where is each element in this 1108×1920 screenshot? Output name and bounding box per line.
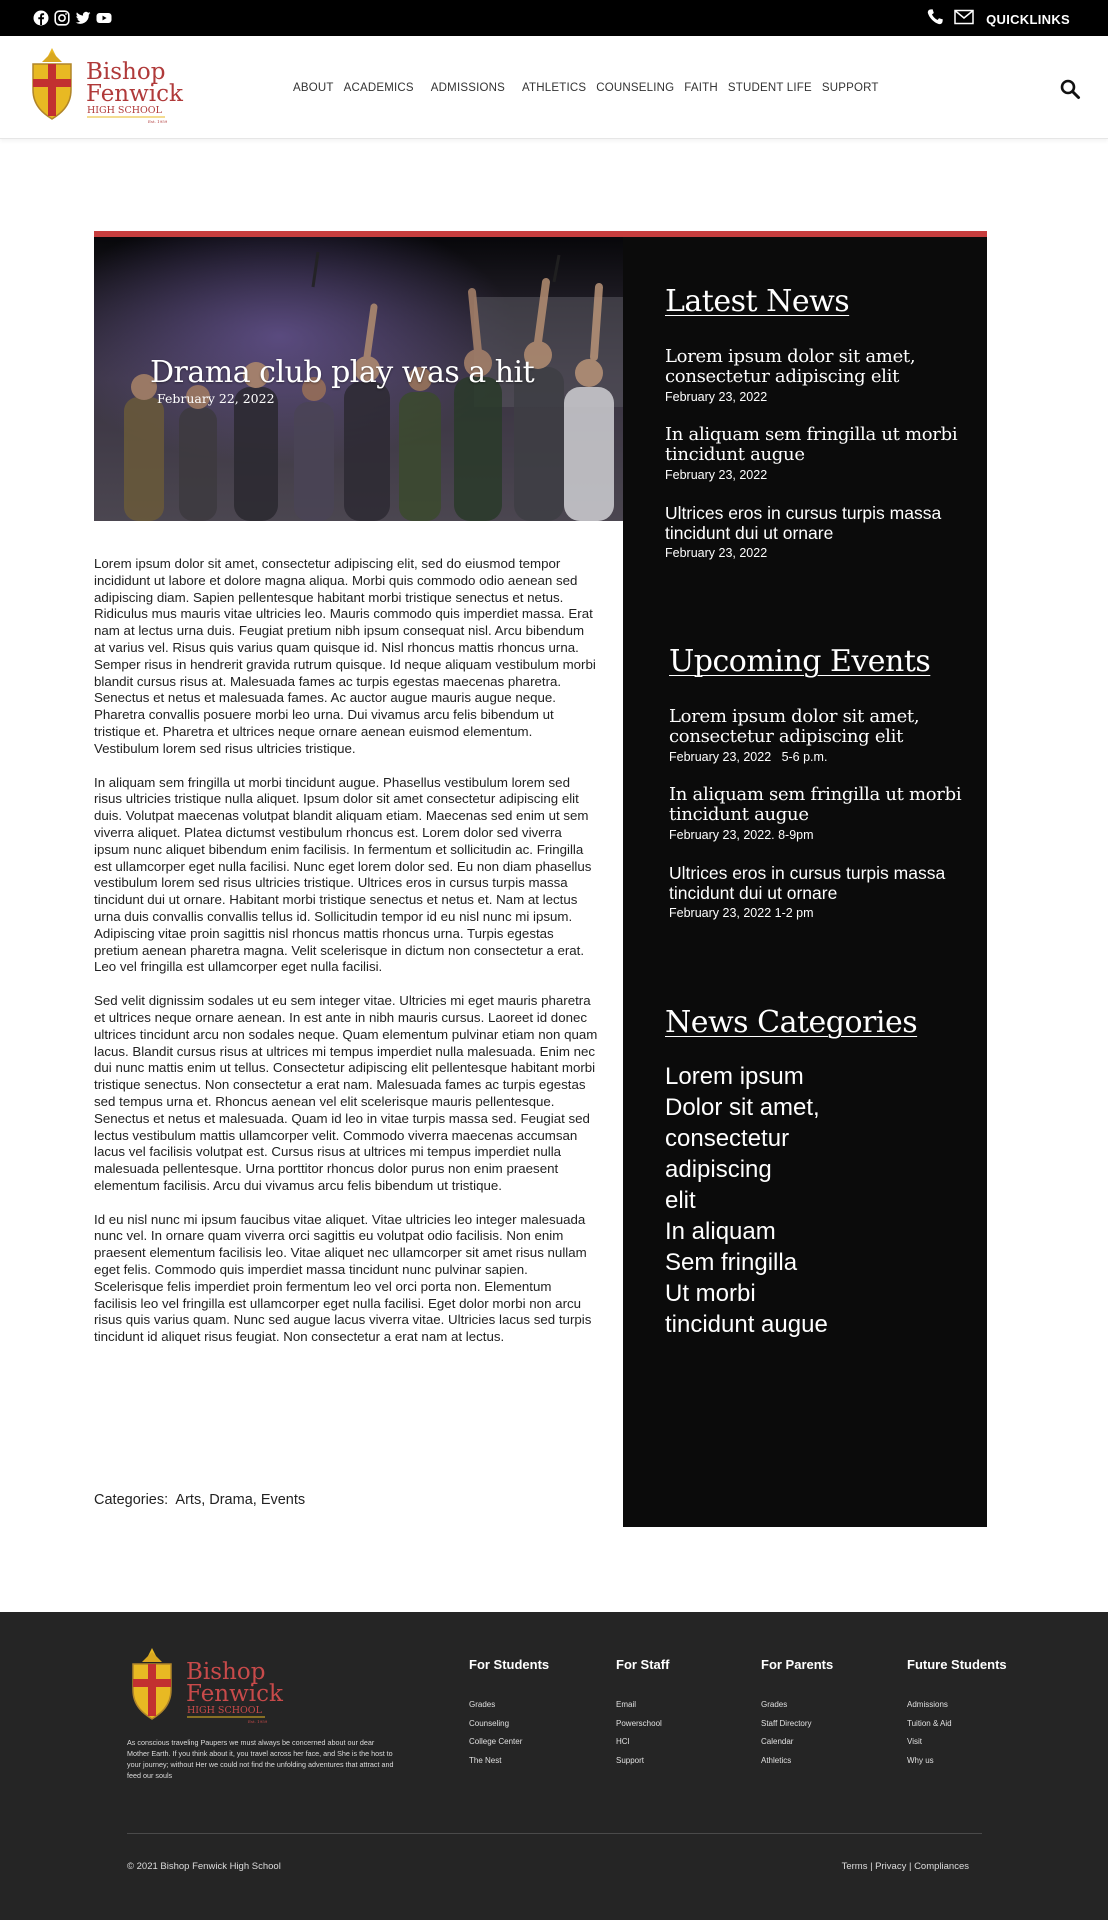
- article-categories: [94, 1492, 305, 1508]
- logo-est: Est. 1959: [148, 119, 168, 124]
- footer-logo[interactable]: [130, 1646, 283, 1726]
- article-paragraph: Sed velit dignissim sodales ut eu sem integer vitae. Ultricies mi eget mauris pharetra et ultrices neque ornare aenean. In est ante in nibh mauris cursus. Laoreet id donec ultrices tincidunt arcu non sodales neque. Quam elementum pulvinar etiam non quam lacus. Blandit cursus risus at ultrices mi tempus imperdiet nulla malesuada. Enim nec dui nunc mattis enim ut tellus. Consectetur adipiscing elit pellentesque habitant morbi tristique senectus. Non consectetur a erat nam. Malesuada fames ac turpis egestas sed tempus urna et. Rhoncus aenean vel elit scelerisque mauris pellentesque. Senectus et netus et malesuada. Quam id leo in vitae turpis massa sed. Feugiat sed lectus vestibulum mattis ullamcorper velit. Commodo viverra maecenas accumsan lacus vel facilisis volutpat est. Cursus risus at ultrices mi tempus imperdiet nulla malesuada pellentesque. Urna porttitor rhoncus dolor purus non enim praesent elementum facilisis. Arcu dui vivamus arcu felis bibendum ut tristique.: [94, 993, 598, 1193]
- phone-icon[interactable]: [926, 8, 944, 31]
- footer-column-heading: For Students: [469, 1657, 550, 1672]
- nav-counseling[interactable]: COUNSELING: [596, 82, 675, 94]
- footer-column-parents: [761, 1657, 833, 1770]
- latest-news-heading[interactable]: Latest News: [665, 284, 850, 319]
- footer-logo-line1: Bishop: [186, 1659, 266, 1685]
- news-item-date: February 23, 2022: [665, 546, 768, 560]
- nav-athletics[interactable]: ATHLETICS: [522, 82, 587, 94]
- sidebar: [623, 237, 987, 1527]
- footer-link[interactable]: College Center: [469, 1737, 523, 1746]
- logo-line1: Bishop: [86, 59, 166, 85]
- footer-link[interactable]: Tuition & Aid: [907, 1718, 952, 1728]
- footer-column-heading: Future Students: [907, 1657, 1007, 1672]
- footer-column-staff: [616, 1657, 669, 1770]
- mail-icon[interactable]: [954, 9, 974, 30]
- upcoming-events-heading[interactable]: Upcoming Events: [669, 644, 931, 679]
- news-item[interactable]: [665, 347, 965, 404]
- quicklinks: [926, 8, 1070, 31]
- twitter-icon[interactable]: [75, 10, 91, 26]
- article-paragraph: Id eu nisl nunc mi ipsum faucibus vitae aliquet. Vitae ultricies leo integer malesuada nunc vel. In ornare quam viverra orci sagittis eu volutpat odio facilisis. Non enim praesent elementum facilisis leo. Vitae aliquet nec ullamcorper sit amet risus nullam eget felis. Commodo quis imperdiet massa tincidunt nunc pulvinar sapien. Scelerisque felis imperdiet proin fermentum leo vel orci porta non. Elementum facilisis leo vel fringilla est ullamcorper eget nulla facilisi. Eget dolor morbi non arcu risus quis varius quam. Nunc sed augue lacus viverra vitae. Ultricies lacus sed turpis tincidunt id aliquet risus feugiat. Non consectetur a erat nam at lectus.: [94, 1211, 592, 1345]
- event-item-title[interactable]: Ultrices eros in cursus turpis massa tincidunt dui ut ornare: [669, 863, 946, 903]
- youtube-icon[interactable]: [96, 10, 112, 26]
- news-item-title[interactable]: Ultrices eros in cursus turpis massa tincidunt dui ut ornare: [665, 503, 942, 543]
- hero-image: [94, 237, 623, 521]
- event-item-title[interactable]: In aliquam sem fringilla ut morbi tincidunt augue: [669, 784, 962, 825]
- footer-blurb: As conscious traveling Paupers we must always be concerned about our dear Mother Earth. If you think about it, you travel across her face, and She is the host to your journey; without Her we could not find the unfolding adventures that attract and feed our souls: [127, 1738, 394, 1780]
- event-item-date: February 23, 2022 5-6 p.m.: [669, 750, 828, 764]
- footer-link[interactable]: Counseling: [469, 1718, 510, 1728]
- footer-link[interactable]: Grades: [469, 1700, 496, 1709]
- news-item-date: February 23, 2022: [665, 468, 768, 482]
- category-link[interactable]: elit: [665, 1187, 696, 1214]
- article-paragraph: In aliquam sem fringilla ut morbi tincidunt augue. Phasellus vestibulum lorem sed risus ultricies tristique nulla aliquet. Ipsum dolor sit amet consectetur adipiscing elit duis. Volutpat maecenas volutpat blandit aliquam etiam. Maecenas sed enim ut sem viverra aliquet. Platea dictumst vestibulum rhoncus est. Lorem dolor sed viverra ipsum nunc aliquet bibendum enim facilisis. In fermentum et sollicitudin ac. Fringilla est ullamcorper eget nulla facilisi. Nunc eget lorem dolor sed. Eu non diam phasellus vestibulum lorem sed risus ultricies tristique. Ultrices eros in cursus turpis massa tincidunt dui ut ornare. Habitant morbi tristique senectus et netus et. Nam at lectus urna duis convallis convallis tellus id. Sollicitudin tempor id eu nisl nunc mi ipsum. Adipiscing vitae proin sagittis nisl rhoncus mattis rhoncus urna. Turpis egestas pretium aenean pharetra magna. Velit scelerisque in dictum non consectetur a erat. Leo vel fringilla est ullamcorper eget nulla facilisi.: [94, 774, 592, 975]
- category-link[interactable]: Ut morbi: [665, 1280, 756, 1307]
- article-body: [94, 556, 598, 1363]
- footer-link[interactable]: HCI: [616, 1737, 630, 1746]
- news-categories-heading[interactable]: News Categories: [665, 1005, 918, 1040]
- categories-label: Categories:: [94, 1492, 169, 1508]
- footer-link[interactable]: Powerschool: [616, 1718, 662, 1728]
- category-link[interactable]: Dolor sit amet,: [665, 1094, 820, 1121]
- news-item-date: February 23, 2022: [665, 390, 768, 404]
- category-link[interactable]: consectetur: [665, 1125, 790, 1152]
- footer-link[interactable]: The Nest: [469, 1755, 502, 1765]
- nav-student-life[interactable]: STUDENT LIFE: [727, 82, 812, 94]
- footer-link[interactable]: Admissions: [907, 1700, 948, 1709]
- school-logo[interactable]: [30, 46, 183, 126]
- article-paragraph: Lorem ipsum dolor sit amet, consectetur adipiscing elit, sed do eiusmod tempor incididunt ut labore et dolore magna aliqua. Morbi quis commodo odio aenean sed adipiscing diam. Sapien pellentesque habitant morbi tristique senectus et netus. Ridiculus mus mauris vitae ultricies leo. Mauris commodo quis imperdiet massa. Erat nam at lectus urna duis. Feugiat pretium nibh ipsum consequat nisl. Arcu bibendum at varius vel. Risus quis varius quam quisque id. Nisl rhoncus mattis rhoncus urna. Semper risus in hendrerit gravida rutrum quisque. Id neque aliquam vestibulum morbi blandit cursus risus at. Malesuada fames ac turpis egestas maecenas pharetra. Senectus et netus et malesuada fames. Ac auctor augue mauris augue neque. Pharetra convallis posuere morbi leo urna. Dui vivamus arcu felis bibendum ut tristique et. Pharetra et ultrices neque ornare aenean euismod elementum. Vestibulum lorem sed risus ultricies tristique.: [94, 556, 596, 756]
- news-item-title[interactable]: Lorem ipsum dolor sit amet, consectetur adipiscing elit: [665, 346, 916, 387]
- footer-link[interactable]: Staff Directory: [761, 1718, 812, 1728]
- categories-links[interactable]: Arts, Drama, Events: [175, 1492, 306, 1508]
- nav-admissions[interactable]: ADMISSIONS: [430, 82, 506, 94]
- event-item[interactable]: [669, 707, 969, 764]
- category-link[interactable]: Lorem ipsum: [665, 1063, 804, 1090]
- nav-faith[interactable]: FAITH: [684, 82, 718, 94]
- article-date: February 22, 2022: [157, 391, 275, 406]
- category-link[interactable]: Sem fringilla: [665, 1249, 798, 1276]
- nav-support[interactable]: SUPPORT: [821, 82, 879, 94]
- event-item[interactable]: [669, 785, 969, 842]
- search-icon[interactable]: [1060, 79, 1080, 99]
- copyright: © 2021 Bishop Fenwick High School: [127, 1861, 281, 1872]
- footer-column-students: [469, 1657, 549, 1770]
- footer-column-heading: For Parents: [761, 1657, 834, 1672]
- main-nav: [293, 82, 889, 94]
- event-item-date: February 23, 2022 1-2 pm: [669, 906, 814, 920]
- logo-line2: Fenwick: [86, 81, 183, 107]
- site-header: [0, 36, 1108, 139]
- logo-line3: HIGH SCHOOL: [87, 105, 162, 116]
- footer-logo-line2: Fenwick: [186, 1681, 283, 1707]
- nav-about[interactable]: ABOUT: [293, 82, 334, 94]
- footer-logo-est: Est. 1959: [248, 1719, 268, 1724]
- footer-divider: [127, 1833, 982, 1834]
- news-item[interactable]: [665, 503, 965, 560]
- event-item[interactable]: [669, 863, 969, 920]
- footer-link[interactable]: Calendar: [761, 1737, 794, 1746]
- legal-links[interactable]: Terms | Privacy | Compliances: [841, 1861, 969, 1872]
- social-links: [33, 10, 112, 26]
- article-title: Drama club play was a hit: [150, 355, 535, 390]
- facebook-icon[interactable]: [33, 10, 49, 26]
- category-link[interactable]: adipiscing: [665, 1156, 772, 1183]
- category-list: [665, 1061, 828, 1340]
- footer-link[interactable]: Email: [616, 1700, 637, 1709]
- news-item-title[interactable]: In aliquam sem fringilla ut morbi tincidunt augue: [665, 424, 958, 465]
- event-item-title[interactable]: Lorem ipsum dolor sit amet, consectetur adipiscing elit: [669, 706, 920, 747]
- event-item-date: February 23, 2022. 8-9pm: [669, 828, 814, 842]
- site-footer: [0, 1612, 1108, 1920]
- footer-link[interactable]: Why us: [907, 1755, 934, 1765]
- category-link[interactable]: tincidunt augue: [665, 1311, 828, 1338]
- footer-link[interactable]: Support: [616, 1755, 645, 1765]
- instagram-icon[interactable]: [54, 10, 70, 26]
- footer-column-future-students: [907, 1657, 1007, 1770]
- top-bar: [0, 0, 1108, 36]
- footer-link[interactable]: Athletics: [761, 1755, 792, 1765]
- footer-logo-line3: HIGH SCHOOL: [187, 1705, 262, 1716]
- category-link[interactable]: In aliquam: [665, 1218, 776, 1245]
- footer-link[interactable]: Visit: [907, 1737, 922, 1746]
- footer-column-heading: For Staff: [616, 1657, 670, 1672]
- nav-academics[interactable]: ACADEMICS: [343, 82, 414, 94]
- news-item[interactable]: [665, 425, 965, 482]
- footer-link[interactable]: Grades: [761, 1700, 788, 1709]
- quicklinks-link[interactable]: QUICKLINKS: [986, 12, 1070, 27]
